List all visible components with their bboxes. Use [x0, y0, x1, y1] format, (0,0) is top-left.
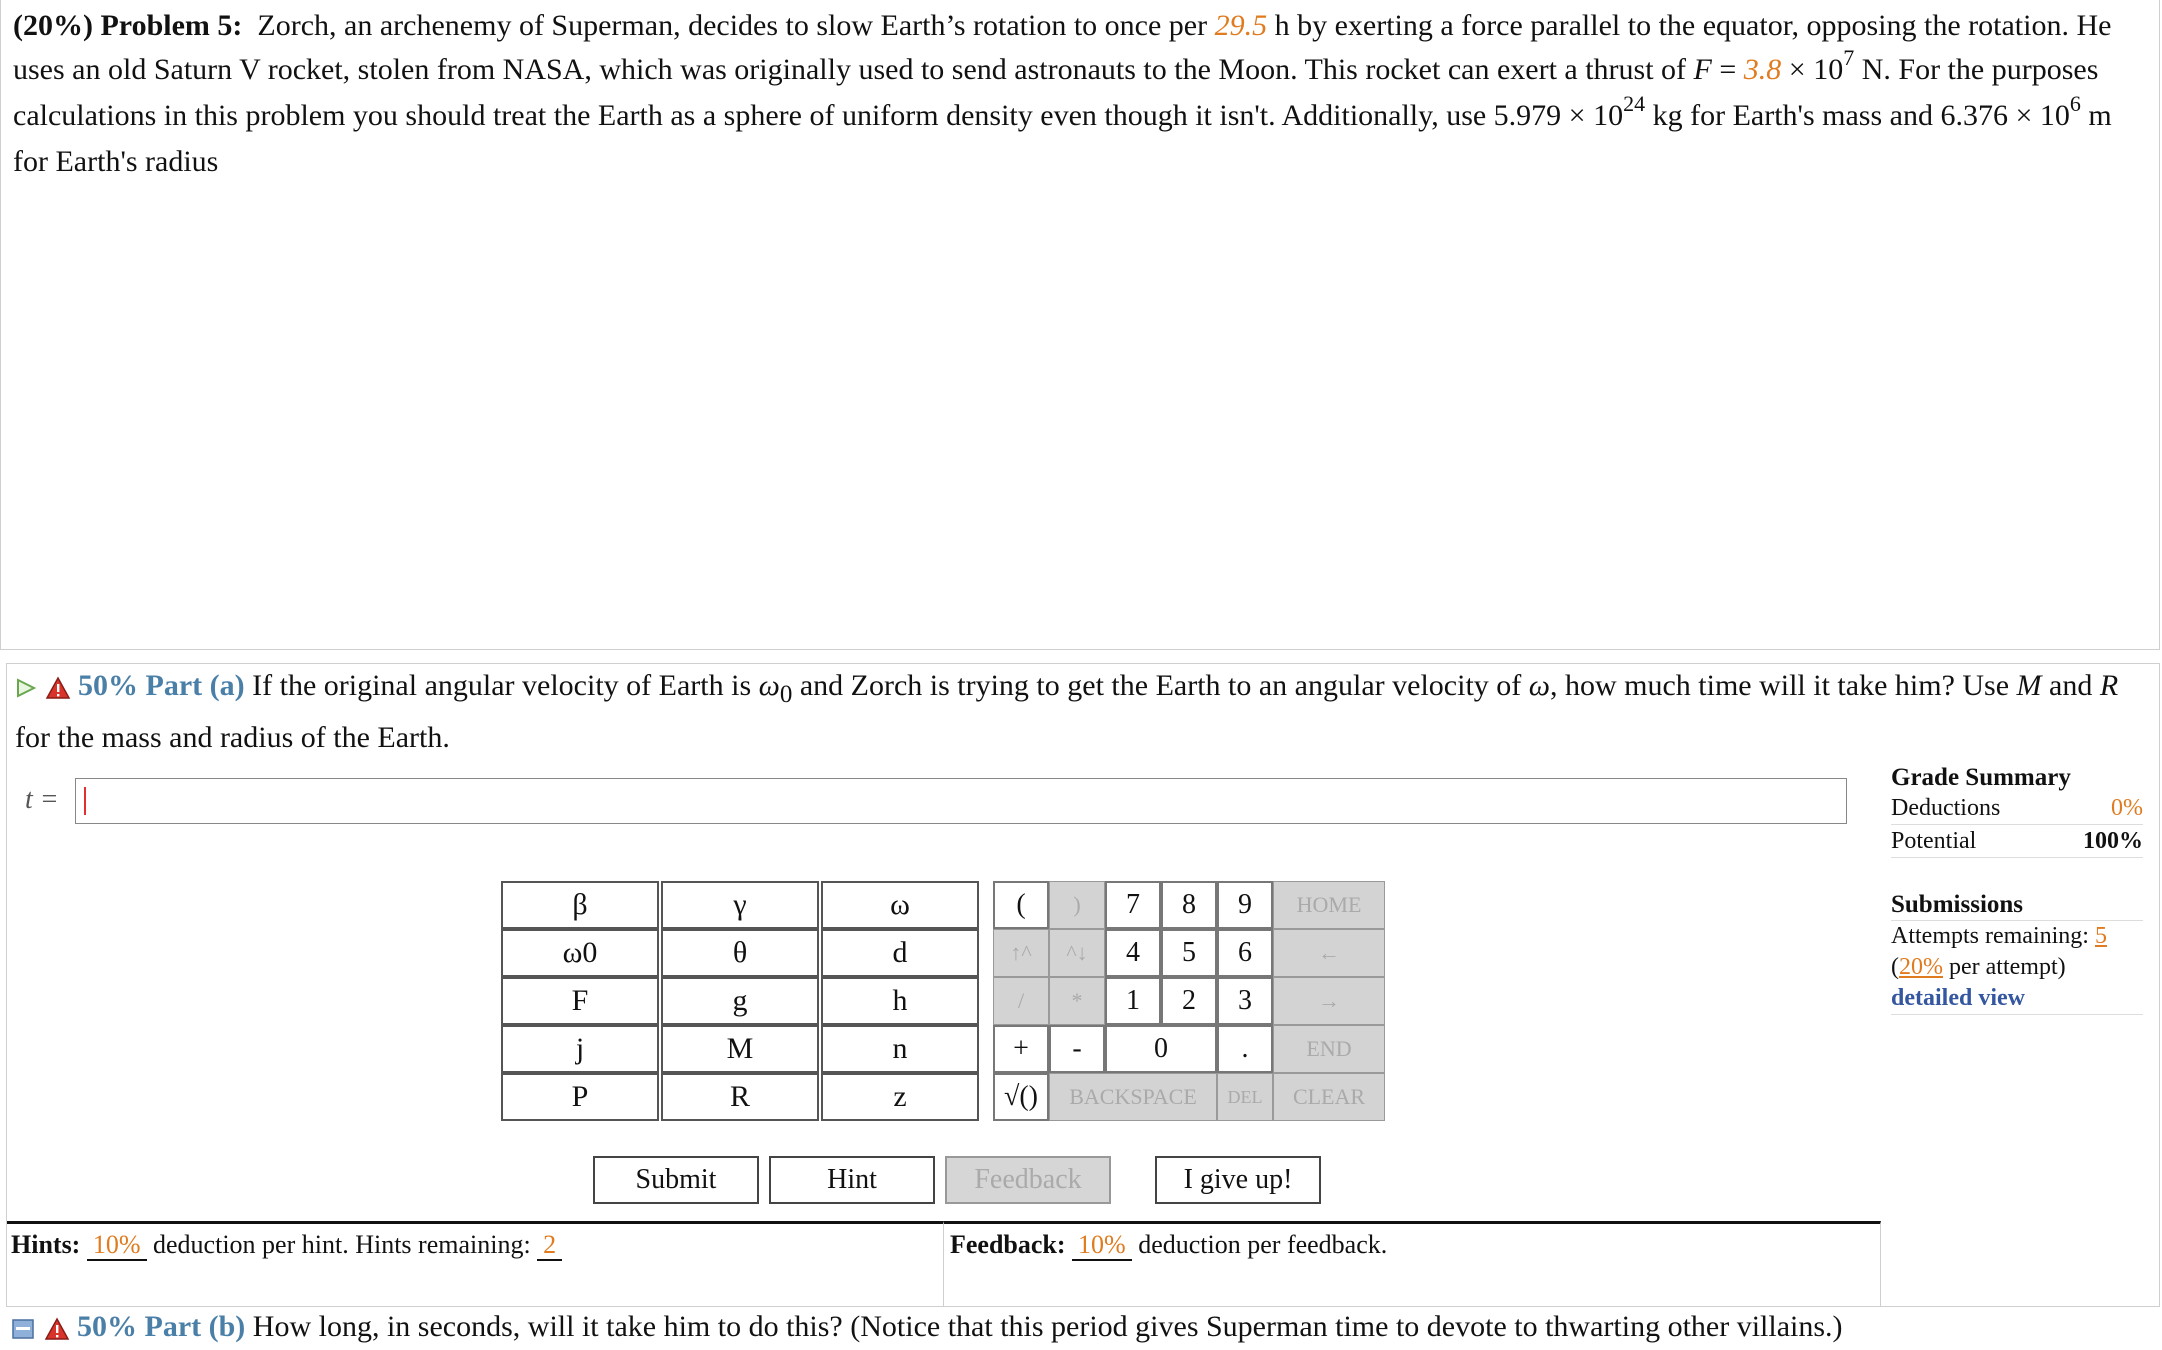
mass-symbol: M [2016, 669, 2042, 702]
per-attempt-label: per attempt) [1943, 954, 2066, 980]
radius-symbol: R [2099, 669, 2119, 702]
submit-button[interactable]: Submit [593, 1156, 759, 1204]
key-R[interactable]: R [661, 1073, 819, 1121]
key-1[interactable]: 1 [1105, 977, 1161, 1025]
problem-text-b: h by exerting a force parallel to the equator, opposing the rotation. He uses an old Saturn V rocket, stolen from NASA, which was originally used to send astronauts to the Moon. This rocket can exert a thrust of [13, 9, 2112, 86]
grade-summary [1891, 764, 2143, 858]
attempts-value: 5 [2094, 923, 2107, 949]
key-beta[interactable]: β [501, 881, 659, 929]
answer-input[interactable] [75, 778, 1847, 824]
problem-percent: (20%) [13, 9, 93, 42]
key-2[interactable]: 2 [1161, 977, 1217, 1025]
problem-text-c: N. For the purposes calculations in this problem you should treat the Earth as a sphere of uniform density even though it isn't. Additionally, use 5.979 × 10 [13, 53, 2099, 132]
warning-icon [45, 676, 71, 700]
key-7[interactable]: 7 [1105, 881, 1161, 929]
key-3[interactable]: 3 [1217, 977, 1273, 1025]
key-home[interactable]: HOME [1273, 881, 1385, 929]
part-a-q5: for the mass and radius of the Earth. [15, 721, 450, 754]
part-a-title: 50% Part (a) [78, 669, 245, 702]
hints-remaining: 2 [537, 1230, 562, 1261]
potential-value: 100% [2083, 828, 2143, 854]
force-exponent: 7 [1843, 45, 1855, 70]
key-n[interactable]: n [821, 1025, 979, 1073]
part-a-q2: and Zorch is trying to get the Earth to an angular velocity of [792, 669, 1529, 702]
hints-label: Hints: [11, 1230, 81, 1259]
key-d[interactable]: d [821, 929, 979, 977]
part-a-q1: If the original angular velocity of Earth is [252, 669, 759, 702]
feedback-text: deduction per feedback. [1138, 1230, 1388, 1259]
attempts-row [1891, 921, 2143, 952]
key-decimal[interactable]: . [1217, 1025, 1273, 1073]
submissions-title: Submissions [1891, 889, 2143, 921]
answer-label: t = [25, 784, 59, 815]
key-0[interactable]: 0 [1105, 1025, 1217, 1073]
hints-text: deduction per hint. Hints remaining: [153, 1230, 531, 1259]
feedback-button[interactable]: Feedback [945, 1156, 1111, 1204]
feedback-bar [943, 1221, 1881, 1307]
omega0-symbol: ω [758, 669, 780, 702]
key-del[interactable]: DEL [1217, 1073, 1273, 1121]
problem-label: Problem 5: [100, 9, 243, 42]
key-gamma[interactable]: γ [661, 881, 819, 929]
key-M[interactable]: M [661, 1025, 819, 1073]
force-value: 3.8 [1743, 53, 1782, 86]
attempts-label: Attempts remaining: [1891, 923, 2095, 949]
give-up-button[interactable]: I give up! [1155, 1156, 1321, 1204]
key-backspace[interactable]: BACKSPACE [1049, 1073, 1217, 1121]
feedback-pct: 10% [1072, 1230, 1132, 1261]
key-z[interactable]: z [821, 1073, 979, 1121]
key-open-paren[interactable]: ( [993, 881, 1049, 929]
key-divide[interactable]: / [993, 977, 1049, 1025]
equation-keypad [501, 881, 1387, 1123]
mass-exponent: 24 [1623, 91, 1646, 116]
problem-text-d: kg for Earth's mass and 6.376 × 10 [1652, 99, 2070, 132]
problem-statement [0, 0, 2160, 650]
times-ten: × 10 [1781, 53, 1844, 86]
grade-summary-title: Grade Summary [1891, 764, 2071, 791]
part-b-question [12, 1305, 2152, 1349]
deductions-label: Deductions [1891, 795, 2001, 821]
part-a-q3: , how much time will it take him? Use [1549, 669, 2017, 702]
key-right-arrow[interactable]: → [1273, 977, 1385, 1025]
submissions-panel [1891, 889, 2143, 1015]
key-h[interactable]: h [821, 977, 979, 1025]
key-F[interactable]: F [501, 977, 659, 1025]
key-close-paren[interactable]: ) [1049, 881, 1105, 929]
key-multiply[interactable]: * [1049, 977, 1105, 1025]
key-4[interactable]: 4 [1105, 929, 1161, 977]
omega0-subscript: 0 [779, 681, 793, 708]
expand-arrow-icon[interactable] [15, 677, 37, 699]
feedback-label: Feedback: [950, 1230, 1066, 1259]
key-j[interactable]: j [501, 1025, 659, 1073]
detailed-view-link[interactable]: detailed view [1891, 983, 2143, 1015]
key-theta[interactable]: θ [661, 929, 819, 977]
omega-symbol: ω [1528, 669, 1550, 702]
hints-pct: 10% [87, 1230, 147, 1261]
part-b-text: How long, in seconds, will it take him to do this? (Notice that this period gives Superman time to devote to thwarting other villains.) [252, 1310, 1843, 1343]
key-6[interactable]: 6 [1217, 929, 1273, 977]
key-8[interactable]: 8 [1161, 881, 1217, 929]
key-omega0[interactable]: ω0 [501, 929, 659, 977]
key-g[interactable]: g [661, 977, 819, 1025]
part-b-title: 50% Part (b) [77, 1310, 246, 1343]
per-attempt-pct: 20% [1899, 954, 1943, 980]
key-left-arrow[interactable]: ← [1273, 929, 1385, 977]
problem-text-a: Zorch, an archenemy of Superman, decides to slow Earth’s rotation to once per [257, 9, 1208, 42]
key-superscript[interactable]: ↑^ [993, 929, 1049, 977]
collapse-icon[interactable] [12, 1318, 36, 1340]
part-a-panel [6, 663, 2160, 1307]
hint-button[interactable]: Hint [769, 1156, 935, 1204]
hours-value: 29.5 [1214, 9, 1268, 42]
part-a-q4: and [2041, 669, 2100, 702]
key-omega[interactable]: ω [821, 881, 979, 929]
equals-sign: = [1711, 53, 1744, 86]
key-minus[interactable]: - [1049, 1025, 1105, 1073]
key-9[interactable]: 9 [1217, 881, 1273, 929]
key-clear[interactable]: CLEAR [1273, 1073, 1385, 1121]
key-end[interactable]: END [1273, 1025, 1385, 1073]
deductions-value: 0% [2111, 795, 2143, 821]
key-sqrt[interactable]: √() [993, 1073, 1049, 1121]
key-P[interactable]: P [501, 1073, 659, 1121]
problem-text-e: m for Earth's radius [13, 99, 2112, 178]
key-subscript[interactable]: ^↓ [1049, 929, 1105, 977]
part-a-question [15, 664, 2145, 759]
text-cursor [84, 787, 86, 815]
force-variable: F [1693, 53, 1712, 86]
hints-bar [7, 1221, 943, 1307]
potential-label: Potential [1891, 828, 1977, 854]
warning-icon [44, 1317, 70, 1341]
key-plus[interactable]: + [993, 1025, 1049, 1073]
per-attempt-row: (20% per attempt) [1891, 954, 2066, 980]
radius-exponent: 6 [2069, 91, 2081, 116]
key-5[interactable]: 5 [1161, 929, 1217, 977]
